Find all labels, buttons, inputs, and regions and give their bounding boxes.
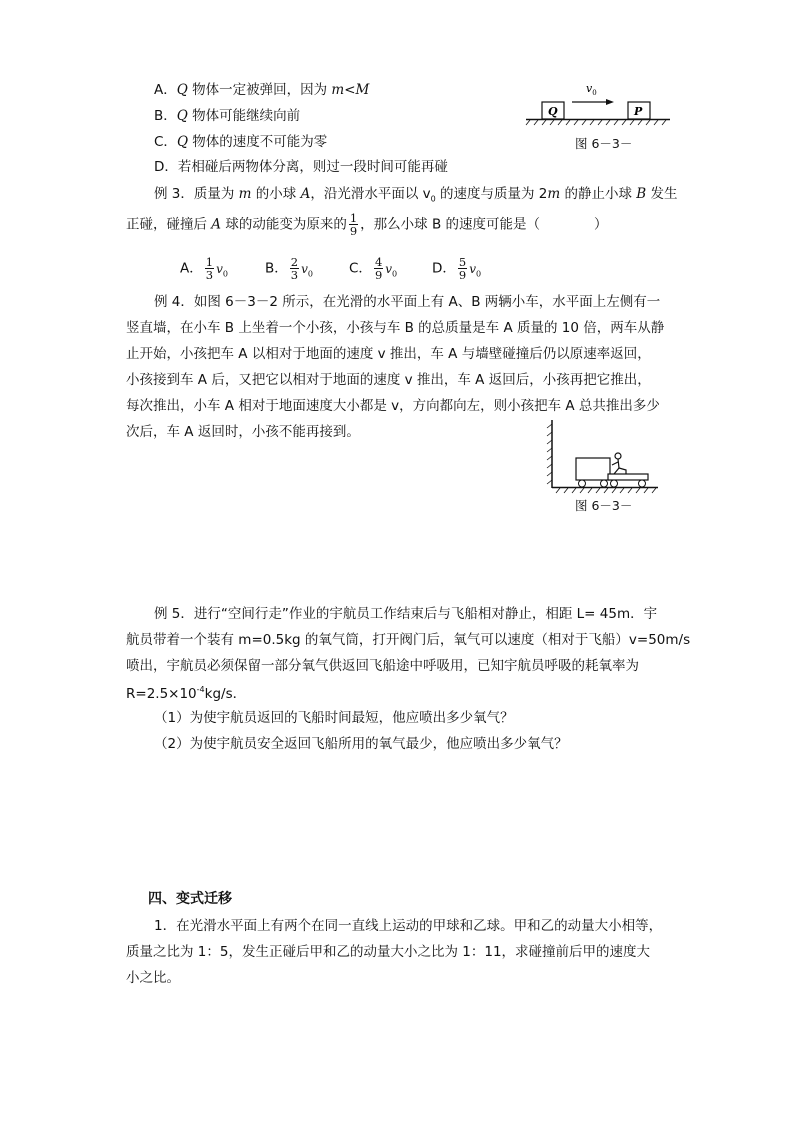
section-4-line-1: 1．在光滑水平面上有两个在同一直线上运动的甲球和乙球。甲和乙的动量大小相等， <box>154 918 663 934</box>
ex3-choice-c: C． $\frac{4}{9}$ $v_0$ <box>349 255 398 283</box>
ex4-line-5: 每次推出，小车 A 相对于地面速度大小都是 v，方向都向左，则小孩把车 A 总共推出多少 <box>126 398 660 414</box>
option-d: D．若相碰后两物体分离，则过一段时间可能再碰 <box>154 159 448 175</box>
section-4-line-2: 质量之比为 1：5，发生正碰后甲和乙的动量大小之比为 1：11，求碰撞前后甲的速度大 <box>126 944 651 960</box>
figure-blocks-qp <box>522 80 674 130</box>
ex4-line-4: 小孩接到车 A 后，又把它以相对于地面的速度 v 推出，车 A 返回后，小孩再把它推出， <box>126 372 651 388</box>
child-figure <box>612 453 626 474</box>
figure-1-caption: 图 6－3－ <box>575 136 633 151</box>
fraction-one-ninth: $\frac{1}{9}$ <box>349 211 358 239</box>
ex3-line-1: 例 3．质量为 m 的小球 A，沿光滑水平面以 $v_0$ 的速度与质量为 2m 的静止小球 B 发生 <box>154 186 678 204</box>
cart-b-wheel <box>639 480 646 487</box>
figure-wall-carts <box>542 418 662 496</box>
ex5-line-2: 航员带着一个装有 m=0.5kg 的氧气筒，打开阀门后，氧气可以速度（相对于飞船）v=50m/s <box>126 632 691 648</box>
ex4-line-3: 止开始，小孩把车 A 以相对于地面的速度 v 推出，车 A 与墙壁碰撞后仍以原速率返回， <box>126 346 651 362</box>
block-q-label: Q <box>548 105 558 118</box>
option-b: B．Q 物体可能继续向前 <box>154 108 301 124</box>
option-c: C．Q 物体的速度不可能为零 <box>154 134 328 150</box>
ex5-question-2: （2）为使宇航员安全返回飞船所用的氧气最少，他应喷出多少氧气？ <box>154 736 568 752</box>
ground-hatch <box>526 120 666 125</box>
cart-a-wheel <box>601 480 608 487</box>
cart-a-body <box>576 458 610 480</box>
arrow-head <box>606 99 614 105</box>
ex3-line-2: 正碰，碰撞后 A 球的动能变为原来的 $\frac{1}{9}$ ，那么小球 B 的速度可能是（ ） <box>126 211 608 239</box>
cart-b-wheel <box>611 480 618 487</box>
ex5-line-3: 喷出，宇航员必须保留一部分氧气供返回飞船途中呼吸用，已知宇航员呼吸的耗氧率为 <box>126 658 639 674</box>
ex4-line-2: 竖直墙，在小车 B 上坐着一个小孩，小孩与车 B 的总质量是车 A 质量的 10 倍，两车从静 <box>126 320 665 336</box>
ex5-line-1: 例 5．进行“空间行走”作业的宇航员工作结束后与飞船相对静止，相距 L= 45m．宇 <box>154 606 658 622</box>
cart-a-wheel <box>579 480 586 487</box>
cart-b-body <box>608 474 648 480</box>
ex3-choice-a: A． $\frac{1}{3}$ $v_0$ <box>180 255 228 283</box>
ex3-choice-b: B． $\frac{2}{3}$ $v_0$ <box>265 255 313 283</box>
ex4-line-1: 例 4．如图 6－3－2 所示，在光滑的水平面上有 A、B 两辆小车，水平面上左侧有一 <box>154 294 661 310</box>
ex3-choice-d: D． $\frac{5}{9}$ $v_0$ <box>432 255 482 283</box>
section-4-line-3: 小之比。 <box>126 970 180 986</box>
option-a: A．Q 物体一定被弹回，因为 m<M <box>154 82 370 98</box>
velocity-label: $v_0$ <box>586 82 597 97</box>
ex5-line-4: $R=2.5\times 10^{-4}kg/s$． <box>126 685 247 702</box>
block-p-label: P <box>634 105 643 118</box>
ex4-line-6: 次后，车 A 返回时，小孩不能再接到。 <box>126 424 360 440</box>
ex5-question-1: （1）为使宇航员返回的飞船时间最短，他应喷出多少氧气？ <box>154 710 514 726</box>
figure-2-caption: 图 6－3－ <box>575 498 633 513</box>
section-4-heading: 四、变式迁移 <box>148 891 232 907</box>
floor-hatch <box>556 488 656 493</box>
